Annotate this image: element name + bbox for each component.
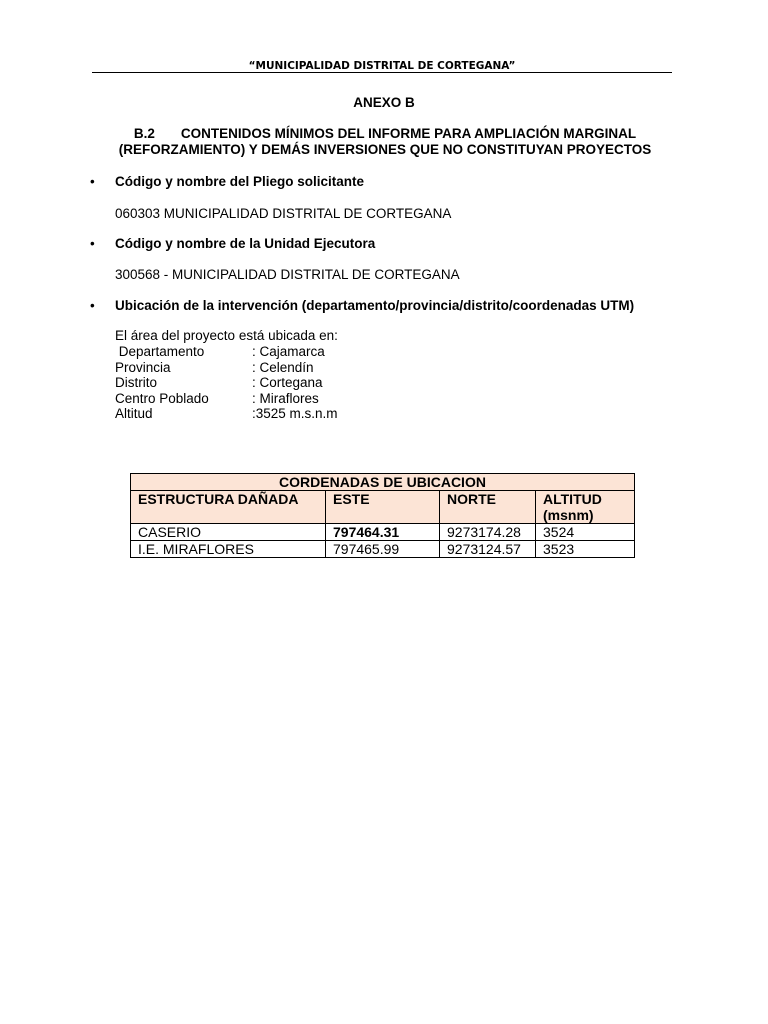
bullet-dot: • xyxy=(90,236,95,251)
location-value: : Cajamarca xyxy=(252,344,325,359)
cell-altitud: 3523 xyxy=(536,541,635,558)
section-title-line-1 xyxy=(90,126,680,142)
table-row xyxy=(131,541,635,558)
section-number: B.2 xyxy=(133,126,155,141)
section-title-text-1: CONTENIDOS MÍNIMOS DEL INFORME PARA AMPLIACIÓN MARGINAL xyxy=(180,126,637,141)
location-row-departamento xyxy=(115,344,325,360)
cell-altitud: 3524 xyxy=(536,524,635,541)
cell-este: 797465.99 xyxy=(326,541,440,558)
table-header-row xyxy=(131,491,635,524)
column-header-estructura: ESTRUCTURA DAÑADA xyxy=(131,491,326,524)
altitud-unit: (msnm) xyxy=(543,507,594,523)
annex-title: ANEXO B xyxy=(353,95,415,110)
location-label: Altitud xyxy=(115,406,153,421)
bullet-pliego-heading: Código y nombre del Pliego solicitante xyxy=(115,174,365,189)
cell-este: 797464.31 xyxy=(326,524,440,541)
column-header-este: ESTE xyxy=(326,491,440,524)
location-value: : Cortegana xyxy=(252,375,323,390)
cell-norte: 9273174.28 xyxy=(440,524,536,541)
header-rule xyxy=(92,72,672,73)
column-header-norte: NORTE xyxy=(440,491,536,524)
location-row-altitud xyxy=(115,406,338,422)
coordinates-table xyxy=(130,473,635,558)
location-value: : Celendín xyxy=(252,359,314,375)
section-title-line-2: (REFORZAMIENTO) Y DEMÁS INVERSIONES QUE NO CONSTITUYAN PROYECTOS xyxy=(118,142,652,157)
location-label: Distrito xyxy=(115,375,158,390)
table-title: CORDENADAS DE UBICACION xyxy=(131,474,635,491)
cell-estructura: I.E. MIRAFLORES xyxy=(131,541,326,558)
column-header-altitud xyxy=(536,491,635,524)
location-label: Centro Poblado xyxy=(115,390,209,406)
location-label: Departamento xyxy=(115,344,205,359)
section-title xyxy=(90,126,680,158)
document-header: “MUNICIPALIDAD DISTRITAL DE CORTEGANA” xyxy=(248,60,516,72)
cell-estructura: CASERIO xyxy=(131,524,326,541)
unidad-value: 300568 - MUNICIPALIDAD DISTRITAL DE CORTEGANA xyxy=(115,267,460,282)
location-value: :3525 m.s.n.m xyxy=(252,406,338,421)
table-title-row xyxy=(131,474,635,491)
bullet-unidad-heading: Código y nombre de la Unidad Ejecutora xyxy=(115,236,376,251)
pliego-value: 060303 MUNICIPALIDAD DISTRITAL DE CORTEGANA xyxy=(115,206,452,221)
altitud-label: ALTITUD xyxy=(543,491,602,507)
location-row-distrito xyxy=(115,375,323,391)
table-row xyxy=(131,524,635,541)
location-intro: El área del proyecto está ubicada en: xyxy=(115,328,338,343)
location-row-centro-poblado xyxy=(115,390,319,407)
bullet-dot: • xyxy=(90,298,95,313)
location-value: : Miraflores xyxy=(252,390,319,406)
bullet-ubicacion-heading: Ubicación de la intervención (departamento/provincia/distrito/coordenadas UTM) xyxy=(115,298,635,313)
location-row-provincia xyxy=(115,359,314,376)
location-label: Provincia xyxy=(115,359,171,375)
bullet-dot: • xyxy=(90,174,95,189)
cell-norte: 9273124.57 xyxy=(440,541,536,558)
